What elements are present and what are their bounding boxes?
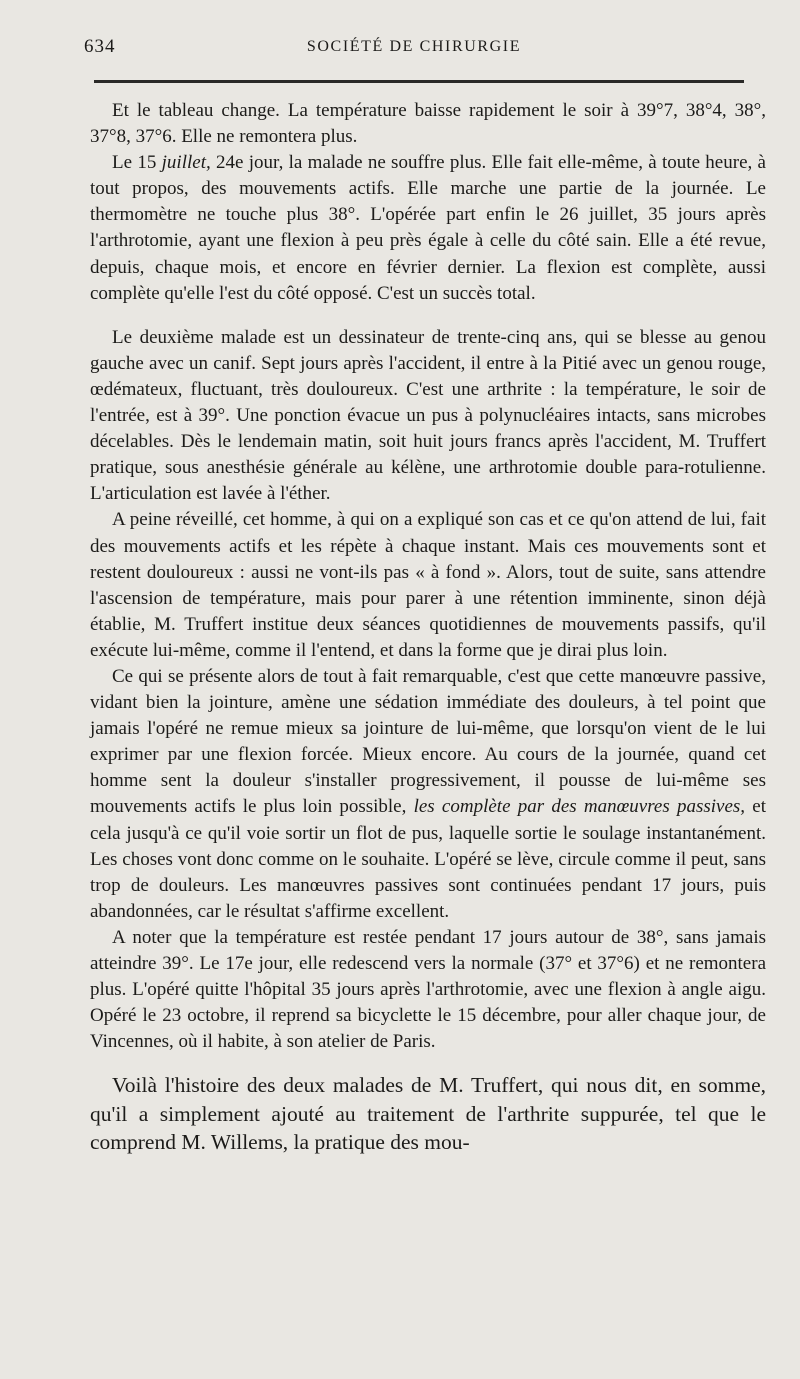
p5-italic: les complète par des manœuvres passives, (413, 796, 746, 818)
paragraph-temperature: Et le tableau change. La température baisse rapidement le soir à 39°7, 38°4, 38°, 37°8, 37°6. Elle ne remontera plus. (90, 100, 766, 148)
p2-italic: juillet, (161, 152, 211, 174)
running-title: SOCIÉTÉ DE CHIRURGIE (306, 38, 522, 55)
paragraph-july-recovery (90, 150, 766, 307)
p5-start: Ce qui se présente alors de tout à fait remarquable, c'est que cette manœuvre passive, vidant bien la jointure, amène une sédation immédiate des douleurs, à tel point que jamais l'opéré ne remue mieux sa jointure de lui-même, que lorsqu'on vient de le lui exprimer par une flexion forcée. Mieux encore. Au cours de la journée, quand cet homme sent la douleur s'installer progressivement, il pousse de lui-même ses mouvements actifs le plus loin possible, (90, 665, 766, 818)
paragraph-second-patient: Le deuxième malade est un dessinateur de trente-cinq ans, qui se blesse au genou gauche avec un canif. Sept jours après l'accident, il entre à la Pitié avec un genou rouge, œdémateux, fluctuant, très douloureux. C'est une arthrite : la température, le soir de l'entrée, est à 39°. Une ponction évacue un pus à polynucléaires intacts, sans microbes décelables. Dès le lendemain matin, soit huit jours francs après l'accident, M. Truffert pratique, sous anesthésie générale au kélène, une arthrotomie double para-rotulienne. L'articulation est lavée à l'éther. (90, 326, 766, 505)
paragraph-conclusion: Voilà l'histoire des deux malades de M. Truffert, qui nous dit, en somme, qu'il a simplement ajouté au traitement de l'arthrite suppurée, tel que le comprend M. Willems, la pratique des mou- (90, 1073, 766, 1155)
page-header (84, 36, 744, 64)
p5-end: et cela jusqu'à ce qu'il voie sortir un flot de pus, laquelle sortie le soulage instantanément. Les choses vont donc comme on le souhaite. L'opéré se lève, circule comme il peut, sans trop de douleurs. Les manœuvres passives sont continuées pendant 17 jours, puis abandonnées, car le résultat s'affirme excellent. (90, 796, 767, 922)
header-rule (94, 80, 744, 83)
page-number: 634 (84, 36, 116, 57)
p2-end: 24e jour, la malade ne souffre plus. Elle fait elle-même, à toute heure, à tout propos, des mouvements actifs. Elle marche une partie de la journée. Le thermomètre ne touche plus 38°. L'opérée part enfin le 26 juillet, 35 jours après l'arthrotomie, ayant une flexion à peu près égale à celle du côté sain. Elle a été revue, depuis, chaque mois, et encore en février dernier. La flexion est complète, aussi complète qu'elle l'est du côté opposé. C'est un succès total. (90, 152, 766, 304)
paragraph-active-movements: A peine réveillé, cet homme, à qui on a expliqué son cas et ce qu'on attend de lui, fait des mouvements actifs et les répète à chaque instant. Mais ces mouvements sont et restent douloureux : aussi ne vont-ils pas « à fond ». Alors, tout de suite, sans attendre l'ascension de température, mais pour parer à une rétention imminente, sinon déjà établie, M. Truffert institue deux séances quotidiennes de mouvements passifs, qu'il exécute lui-même, comme il l'entend, et dans la forme que je dirai plus loin. (90, 509, 766, 661)
body-text (90, 98, 766, 1157)
paragraph-outcome: A noter que la température est restée pendant 17 jours autour de 38°, sans jamais atteindre 39°. Le 17e jour, elle redescend vers la normale (37° et 37°6) et ne remontera plus. L'opéré quitte l'hôpital 35 jours après l'arthrotomie, avec une flexion à angle aigu. Opéré le 23 octobre, il reprend sa bicyclette le 15 décembre, pour aller chaque jour, de Vincennes, où il habite, à son atelier de Paris. (90, 926, 766, 1053)
paragraph-passive-maneuver (90, 664, 766, 925)
p2-start: Le 15 (112, 152, 162, 174)
